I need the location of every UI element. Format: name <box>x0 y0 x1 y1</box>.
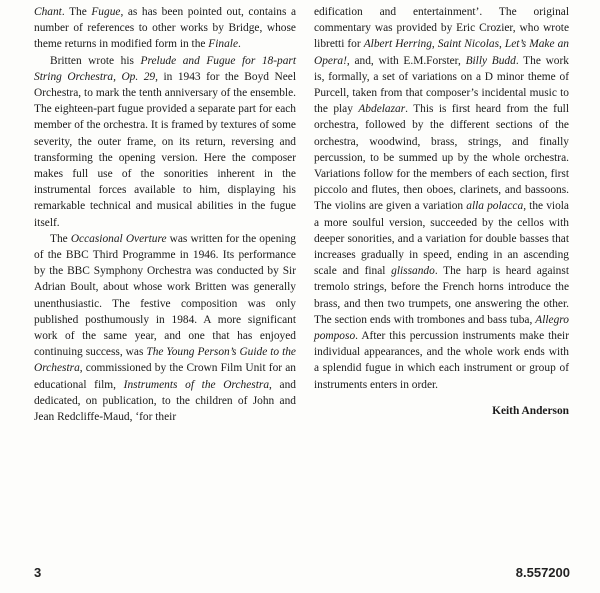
text-run: edification and entertainment’. The original commentary was provided by Eric Crozier, who wrote libretti for <box>314 6 569 51</box>
left-column <box>34 4 296 425</box>
text-run: , as has been pointed out, contains a number of references to other works by Bridge, whose theme returns in modified form in the <box>34 6 297 51</box>
text-run: , and, with E.M.Forster, <box>346 54 466 67</box>
italic-title: Billy Budd <box>465 54 516 67</box>
author-signature: Keith Anderson <box>492 404 569 417</box>
paragraph <box>34 4 296 53</box>
italic-title: Occasional Overture <box>70 232 167 245</box>
italic-title: Abdelazar <box>358 103 406 116</box>
italic-title: The Young Person’s Guide to the Orchestra <box>34 346 296 375</box>
italic-title: Let’s Make an Opera! <box>314 38 569 67</box>
catalogue-number: 8.557200 <box>515 565 570 580</box>
italic-title: alla polacca <box>466 200 524 213</box>
italic-title: Finale <box>208 38 239 51</box>
text-run: , <box>431 38 438 51</box>
italic-title: Albert Herring <box>363 38 432 51</box>
text-run: , the viola a more soulful version, succeeded by the cellos with deeper sonorities, and a variation for double basses that increases gradually in speed, ending in an ascending scale and final <box>314 200 569 278</box>
paragraph <box>314 4 569 393</box>
italic-title: Saint Nicolas <box>437 38 500 51</box>
italic-title: Instruments of the Orchestra <box>123 378 270 391</box>
italic-title: glissando <box>391 265 435 278</box>
paragraph <box>34 53 296 231</box>
paragraph <box>34 231 296 425</box>
text-run: , and dedicated, on publication, to the children of John and Jean Redcliffe-Maud, ‘for their <box>34 378 296 424</box>
italic-title: Fugue <box>91 6 121 18</box>
text-run: , in 1943 for the Boyd Neel Orchestra, to mark the tenth anniversary of the ensemble. The eighteen-part fugue provided a separate part for each member of the orchestra. It is framed by textures of some severity, the outer frame, on its return, reversing and transforming the opening version. Here the composer makes full use of the sonorities inherent in the instrumental forces available to him, displaying his remarkable technical and musical abilities in the fugue itself. <box>34 70 296 229</box>
text-run: The <box>50 232 71 245</box>
page-number: 3 <box>34 565 42 580</box>
text-run: . The <box>61 6 92 18</box>
text-run: . <box>238 38 241 51</box>
text-run: , commissioned by the Crown Film Unit for an educational film, <box>34 362 296 391</box>
italic-title: Allegro pomposo <box>314 313 569 343</box>
text-run: . The harp is heard against tremolo strings, before the French horns introduce the brass, and then two trumpets, one answering the other. The section ends with trombones and bass tuba, <box>314 265 569 326</box>
text-run: Britten wrote his <box>50 54 141 67</box>
text-run: . This is first heard from the full orchestra, followed by the different sections of the orchestra, woodwind, brass, strings, and finally percussion, to be summed up by the whole orchestra. Variations follow for the members of each section, first piccolo and flutes, then oboes, clarinets, and bassoons. The violins are given a variation <box>314 103 569 213</box>
italic-title: Chant <box>34 6 62 18</box>
text-run: , <box>499 38 505 51</box>
italic-title: Prelude and Fugue for 18-part String Orchestra, Op. 29 <box>34 54 296 83</box>
text-run: . The work is, formally, a set of variations on a D minor theme of Purcell, taken from that composer’s incidental music to the play <box>314 54 569 116</box>
text-run: was written for the opening of the BBC Third Programme in 1946. Its performance by the BBC Symphony Orchestra was conducted by Sir Adrian Boult, about whose work Britten was generally unenthusiastic. The festive composition was only published posthumously in 1984. A more significant work of the same year, and one that has enjoyed continuing success, was <box>34 232 296 359</box>
right-column <box>314 4 569 419</box>
text-run: . After this percussion instruments make their individual appearances, and the whole work ends with a splendid fugue in which each instrument or group of instruments enters in order. <box>314 330 569 391</box>
